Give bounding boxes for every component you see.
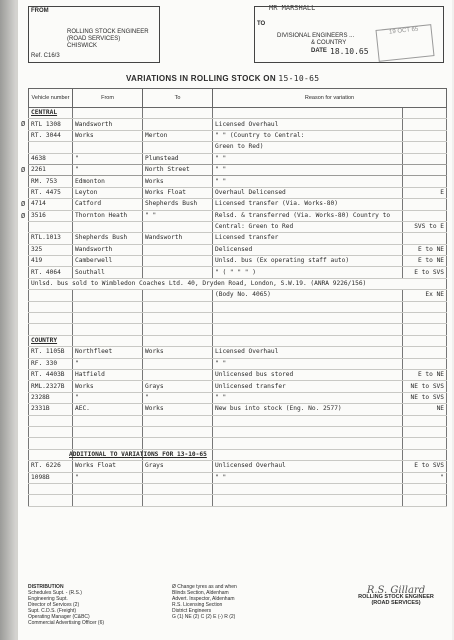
vehicle-number: RT. 4064 [31,268,61,276]
circulation-list [172,584,237,620]
code-cell [403,483,447,494]
code-cell [403,199,447,210]
vehicle-cell [29,290,73,301]
code-cell: NE [403,404,447,415]
vehicle-number: 2261 [31,166,46,174]
vehicle-number: 2328B [31,393,50,401]
distribution-line: Director of Services (2) [28,602,80,608]
code-cell: " [403,472,447,483]
circulation-line: District Engineers [172,608,212,614]
reason-cell [213,415,403,426]
signature-block [344,585,448,606]
code-cell [403,415,447,426]
stamp-text: 19 OCT 65 [388,26,419,36]
vehicle-number: 4714 [31,200,46,208]
vehicle-cell [29,187,73,198]
table-row [29,130,447,141]
reason-cell [213,324,403,335]
code-cell [403,130,447,141]
vehicle-cell [29,369,73,380]
from-cell: Hatfield [73,369,143,380]
to-line-1: DIVISIONAL ENGINEERS ... [277,33,355,39]
to-cell [143,301,213,312]
from-cell: Southall [73,267,143,278]
vehicle-cell [29,233,73,244]
table-row [29,438,447,449]
table-row [29,108,447,119]
from-cell: Northfleet [73,347,143,358]
code-cell: E to NE [403,256,447,267]
reason-cell: Licensed transfer (Via. Works-80) [213,199,403,210]
vehicle-cell [29,301,73,312]
to-cell [143,267,213,278]
to-cell [143,244,213,255]
code-cell: E to SVS [403,267,447,278]
vehicle-number: 419 [31,257,43,265]
circulation-line: Advert. Inspector, Aldenham [172,596,235,602]
reference: Ref. C16/3 [31,53,60,59]
code-cell [403,495,447,506]
distribution-line: Operating Manager (C&BC) [28,614,90,620]
vehicle-number: RM. 753 [31,177,58,185]
vehicle-cell [29,313,73,324]
to-cell [143,324,213,335]
table-row [29,449,447,460]
from-cell [73,324,143,335]
table-row [29,461,447,472]
from-line-2: (ROAD SERVICES) [67,36,121,42]
from-cell: " [73,164,143,175]
tick-mark: Ø [21,165,26,174]
vehicle-cell [29,153,73,164]
reason-cell: Licensed Overhaul [213,347,403,358]
vehicle-cell [29,335,73,346]
from-line-3: CHISWICK [67,43,97,49]
to-cell [143,495,213,506]
table-row [29,404,447,415]
from-label: FROM [31,8,49,14]
code-cell: E [403,187,447,198]
vehicle-number: 325 [31,245,43,253]
from-cell: Thornton Heath [73,210,143,221]
vehicle-number: RTL.1013 [31,234,61,242]
table-row [29,267,447,278]
reason-cell: " " [213,153,403,164]
from-cell [73,142,143,153]
vehicle-number: RTL 1308 [31,120,61,128]
table-row [29,221,447,232]
vehicle-cell [21,119,73,130]
vehicle-cell [29,426,73,437]
table-row [29,313,447,324]
vehicle-number: 1098B [31,473,50,481]
table-row [29,335,447,346]
reason-cell: " " [213,164,403,175]
code-cell [403,176,447,187]
tick-mark: Ø [21,120,26,129]
table-header-row [29,89,447,108]
table-row [29,278,447,289]
table-row [29,210,447,221]
signatory-title: ROLLING STOCK ENGINEER [358,594,434,600]
table-row [29,244,447,255]
from-cell: Wandsworth [73,244,143,255]
reason-cell [213,301,403,312]
to-cell [143,426,213,437]
code-cell [403,164,447,175]
table-row [29,233,447,244]
table-row [29,176,447,187]
circulation-line: Blinds Section, Aldenham [172,590,229,596]
from-cell: Camberwell [73,256,143,267]
reason-cell [213,108,403,119]
from-cell [73,483,143,494]
to-line-2: & COUNTRY [311,40,347,46]
table-row [29,472,447,483]
vehicle-cell [29,495,73,506]
table-row [29,153,447,164]
vehicle-cell [29,438,73,449]
vehicle-cell [29,267,73,278]
reason-cell [213,313,403,324]
vehicle-number: RT. 1105B [31,348,65,356]
table-row [29,256,447,267]
reason-cell: Unlicensed bus stored [213,369,403,380]
to-cell [143,256,213,267]
footer [28,584,448,640]
from-cell: " [73,153,143,164]
from-cell: " [73,472,143,483]
code-cell [403,119,447,130]
table-row [29,301,447,312]
table-row [29,381,447,392]
to-cell: Works [143,176,213,187]
reason-cell [213,495,403,506]
vehicle-cell [21,210,73,221]
reason-cell: " " (Country to Central: [213,130,403,141]
reason-cell: Green to Red) [213,142,403,153]
vehicle-number: RT. 6226 [31,462,61,470]
from-cell: AEC. [73,404,143,415]
to-cell [143,142,213,153]
vehicle-number: RT. 4475 [31,188,61,196]
to-cell: Wandsworth [143,233,213,244]
code-cell [403,358,447,369]
to-cell: North Street [143,164,213,175]
to-cell: Grays [143,461,213,472]
tick-mark: Ø [21,200,26,209]
reason-cell: Unlsd. bus (Ex operating staff auto) [213,256,403,267]
table-body [21,108,447,507]
from-cell: Works [73,381,143,392]
from-cell: Wandsworth [73,119,143,130]
span-note: Unlsd. bus sold to Wimbledon Coaches Ltd. 40, Dryden Road, London, S.W.19. (ANRA 9226/156) [29,278,447,289]
signature: R.S. Gillard [366,585,426,596]
code-cell [403,233,447,244]
to-cell [143,415,213,426]
to-cell [143,472,213,483]
reason-cell: Delicensed [213,244,403,255]
reason-cell: " " [213,472,403,483]
table-row [29,199,447,210]
code-cell: SVS to E [403,221,447,232]
vehicle-cell [29,324,73,335]
reason-cell: " " [213,358,403,369]
code-cell [403,324,447,335]
reason-cell [213,335,403,346]
vehicle-cell [29,415,73,426]
document-sheet [18,0,452,640]
section-heading: COUNTRY [31,337,58,344]
vehicle-cell [21,164,73,175]
circulation-line: G (1) NE (2) C (2) E (-) R (2) [172,614,236,620]
code-cell: E to SVS [403,461,447,472]
col-reason: Reason for variation [213,89,447,108]
from-cell [73,313,143,324]
table-row [29,369,447,380]
circulation-line: R.S. Licensing Section [172,602,223,608]
code-cell [403,347,447,358]
to-label: TO [257,21,266,27]
table-row [29,324,447,335]
table-row [29,164,447,175]
reason-cell: New bus into stock (Eng. No. 2577) [213,404,403,415]
to-cell: Plumstead [143,153,213,164]
table-row [29,119,447,130]
reason-cell [213,438,403,449]
from-cell [73,426,143,437]
reason-cell: Unlicensed Overhaul [213,461,403,472]
vehicle-cell [29,244,73,255]
circulation-line: Ø Change tyres as and when [172,584,237,590]
tick-mark: Ø [21,211,26,220]
from-cell [73,301,143,312]
to-cell: Merton [143,130,213,141]
to-handwritten: MR MARSHALL [269,4,316,12]
to-cell: Works [143,404,213,415]
variations-table [21,88,447,507]
from-cell: " [73,392,143,403]
code-cell: E to NE [403,244,447,255]
vehicle-number: RT. 4403B [31,371,65,379]
table-row [29,483,447,494]
vehicle-cell [29,381,73,392]
to-cell [143,438,213,449]
table-row [29,142,447,153]
vehicle-cell [29,130,73,141]
from-cell [73,335,143,346]
to-cell [143,483,213,494]
table-row [29,358,447,369]
reason-cell: Overhaul Delicensed [213,187,403,198]
from-line-1: ROLLING STOCK ENGINEER [67,29,149,35]
section-heading: ADDITIONAL TO VARIATIONS FOR 13-10-65 [69,450,207,458]
to-cell: " [143,392,213,403]
distribution-line: Schedules Supt. - (R.S.) [28,590,82,596]
title-text: VARIATIONS IN ROLLING STOCK ON [126,74,276,83]
code-cell [403,301,447,312]
code-cell [403,426,447,437]
table-row [29,290,447,301]
code-cell: E to NE [403,369,447,380]
reason-cell: Central: Green to Red [213,221,403,232]
table-row [29,392,447,403]
to-cell [143,290,213,301]
signatory-subtitle: (ROAD SERVICES) [371,600,421,606]
reason-cell [213,426,403,437]
vehicle-cell [29,404,73,415]
code-cell: Ex NE [403,290,447,301]
code-cell [403,108,447,119]
to-cell: Grays [143,381,213,392]
from-cell: Works Float [73,461,143,472]
reason-cell: Licensed Overhaul [213,119,403,130]
table-row [29,347,447,358]
vehicle-number: 4638 [31,154,46,162]
to-cell: " " [143,210,213,221]
reason-cell: " ( " " " ) [213,267,403,278]
from-cell [73,415,143,426]
to-cell [143,358,213,369]
col-from: From [73,89,143,108]
table-row [29,426,447,437]
date-value: 18.10.65 [330,47,369,56]
vehicle-number: RF. 330 [31,359,58,367]
code-cell [403,313,447,324]
from-cell [73,221,143,232]
from-cell: Works [73,130,143,141]
code-cell [403,142,447,153]
col-to: To [143,89,213,108]
reason-cell: (Body No. 4065) [213,290,403,301]
vehicle-cell [29,483,73,494]
vehicle-cell [21,199,73,210]
distribution-line: Commercial Advertising Officer (6) [28,620,105,626]
received-stamp [375,24,434,62]
vehicle-number: RT. 3044 [31,131,61,139]
from-cell [73,290,143,301]
to-cell [143,119,213,130]
from-cell: Catford [73,199,143,210]
vehicle-number: 2331B [31,405,50,413]
from-cell: Leyton [73,187,143,198]
col-vehicle: Vehicle number [29,89,73,108]
from-cell: " [73,358,143,369]
from-cell [73,108,143,119]
code-cell [403,335,447,346]
distribution-list [28,584,104,626]
to-cell [143,313,213,324]
reason-cell [213,483,403,494]
vehicle-cell [29,221,73,232]
code-cell [403,210,447,221]
table-row [29,187,447,198]
from-cell [73,495,143,506]
vehicle-cell [29,347,73,358]
to-box [254,6,444,63]
vehicle-cell [29,256,73,267]
reason-cell: Relsd. & transferred (Via. Works-80) Country to [213,210,403,221]
to-cell [143,369,213,380]
to-cell: Shepherds Bush [143,199,213,210]
code-cell [403,153,447,164]
vehicle-cell [29,358,73,369]
to-cell [143,221,213,232]
reason-cell: " " [213,176,403,187]
distribution-line: Engineering Supt. [28,596,68,602]
reason-cell [213,449,403,460]
code-cell: NE to SVS [403,381,447,392]
date-label: DATE [311,48,327,54]
vehicle-cell [29,472,73,483]
table-row [29,495,447,506]
section-heading: CENTRAL [31,109,58,117]
vehicle-cell [29,142,73,153]
distribution-heading: DISTRIBUTION [28,584,64,590]
from-box [28,6,160,63]
reason-cell: " " [213,392,403,403]
to-cell [143,108,213,119]
title-date: 15-10-65 [278,74,320,83]
vehicle-cell [29,449,207,460]
code-cell: NE to SVS [403,392,447,403]
vehicle-cell [29,461,73,472]
from-cell [73,438,143,449]
code-cell [403,449,447,460]
vehicle-cell [29,108,73,119]
scan-shadow-edge [0,0,18,640]
document-title [126,74,446,83]
to-cell [143,335,213,346]
code-cell [403,438,447,449]
vehicle-number: RML.2327B [31,382,65,390]
to-cell: Works Float [143,187,213,198]
distribution-line: Supt. C.D.S. (Freight) [28,608,77,614]
reason-cell: Licensed transfer [213,233,403,244]
vehicle-number: 3516 [31,211,46,219]
table-row [29,415,447,426]
from-cell: Edmonton [73,176,143,187]
to-cell: Works [143,347,213,358]
vehicle-cell [29,392,73,403]
vehicle-cell [29,176,73,187]
from-cell: Shepherds Bush [73,233,143,244]
reason-cell: Unlicensed transfer [213,381,403,392]
